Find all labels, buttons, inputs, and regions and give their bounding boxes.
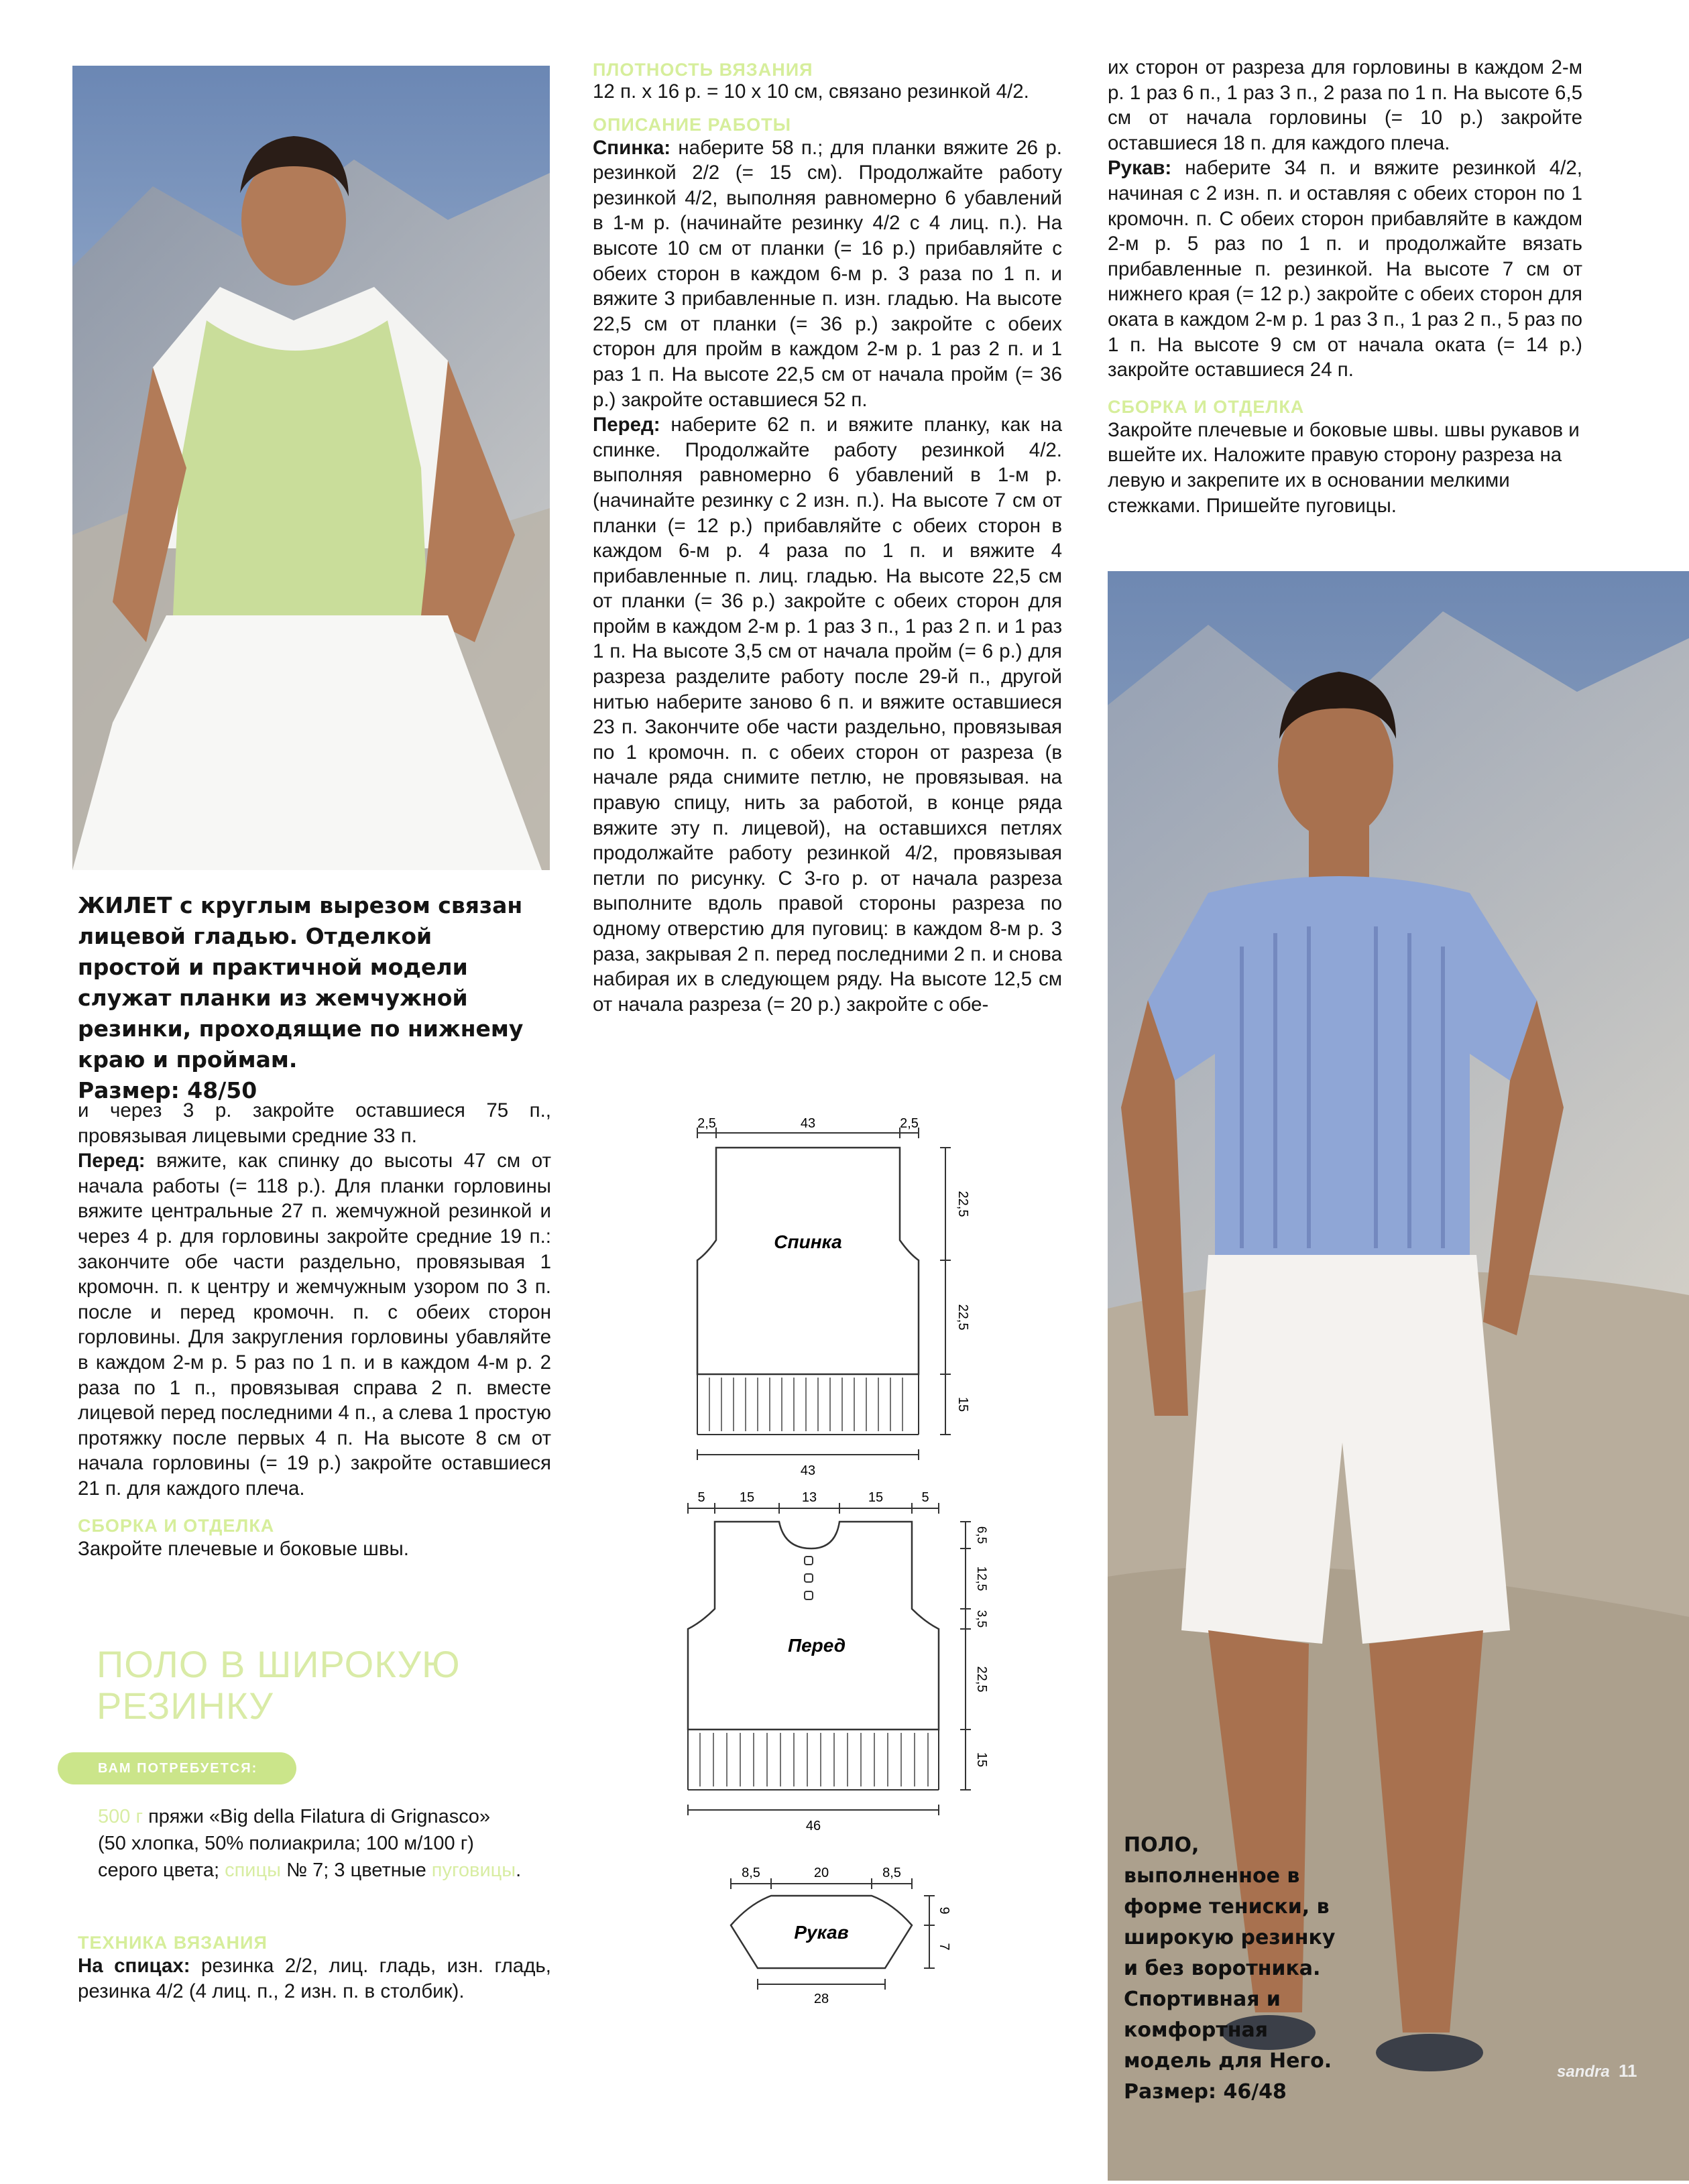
front-dim-side-5: 15 (974, 1752, 989, 1768)
polo-title-line-1: ПОЛО В ШИРОКУЮ (97, 1643, 461, 1685)
sleeve-dim-side-1: 9 (937, 1906, 951, 1915)
schema-sleeve (717, 1864, 951, 2011)
technique-text: резинка 2/2, лиц. гладь, изн. гладь, резинка 4/2 (4 лиц. п., 2 изн. п. в столбик). (78, 1955, 551, 2002)
back-dim-side-2: 22,5 (955, 1304, 970, 1331)
materials-color: серого цвета; (98, 1860, 225, 1881)
materials-end: . (516, 1860, 522, 1881)
materials-pill-label: ВАМ ПОТРЕБУЕТСЯ: (98, 1760, 258, 1776)
materials-pill (58, 1752, 296, 1784)
back-label-text: Спинка (774, 1231, 842, 1252)
col1-front-label: Перед: (78, 1150, 145, 1172)
front-dim-top-5: 5 (921, 1490, 929, 1505)
materials-line-3 (98, 1857, 567, 1884)
sleeve-dim-bottom: 28 (813, 1992, 829, 2006)
front-label-text: Перед (787, 1635, 846, 1656)
col3-assembly-text: Закройте плечевые и боковые швы. швы рукавов и вшейте их. Наложите правую сторону разреза на левую и закрепите их в основании мелкими стежками. Пришейте пуговицы. (1108, 418, 1580, 517)
sleeve-dim-top-3: 8,5 (882, 1866, 901, 1880)
back-dim-top-left: 2,5 (697, 1116, 716, 1131)
technique-paragraph (78, 1953, 551, 2004)
materials-yarn: пряжи «Big della Filatura di Grignasco» (143, 1806, 491, 1827)
footer-brand: sandra (1557, 2063, 1610, 2081)
vest-size: Размер: 48/50 (78, 1077, 257, 1103)
schema-back (677, 1116, 999, 1481)
technique-block (78, 1928, 551, 2004)
front-dim-top-2: 15 (739, 1490, 755, 1505)
front-dim-top-4: 15 (868, 1490, 884, 1505)
back-dim-top-right: 2,5 (900, 1116, 919, 1131)
front-dim-side-4: 22,5 (974, 1666, 989, 1693)
vest-photo-illustration (72, 66, 550, 870)
description-heading: ОПИСАНИЕ РАБОТЫ (593, 114, 792, 135)
footer-page-number: 11 (1618, 2061, 1637, 2081)
column-2-text (593, 55, 1062, 1017)
back-dim-bottom: 43 (800, 1463, 816, 1478)
materials-needles: спицы (225, 1860, 281, 1881)
sleeve-text: наберите 34 п. и вяжите резинкой 4/2, начиная с 2 изн. п. и оставляя с обеих сторон по 1 кромочн. п. С обеих сторон прибавляйте в каждом 2-м р. 5 раз по 1 п. и продолжайте вязать прибавленные п. резинкой. На высоте 7 см от нижнего края (= 12 р.) закройте с обеих сторон для оката в каждом 2-м р. 1 раз 3 п., 1 раз 2 п., 5 раз по 1 п. На высоте 9 см от начала оката (= 14 р.) закройте оставшиеся 24 п. (1108, 157, 1582, 381)
col1-assembly-heading: СБОРКА И ОТДЕЛКА (78, 1515, 275, 1536)
page-footer (1557, 2061, 1637, 2081)
materials-needle-size: № 7; 3 цветные (280, 1860, 432, 1881)
density-text: 12 п. х 16 р. = 10 х 10 см, связано резинкой 4/2. (593, 80, 1029, 103)
col1-front-paragraph (78, 1148, 551, 1501)
materials-line-1 (98, 1803, 567, 1830)
col3-assembly-heading: СБОРКА И ОТДЕЛКА (1108, 396, 1305, 417)
back-text: наберите 58 п.; для планки вяжите 26 р. резинкой 2/2 (= 15 см). Продолжайте работу резинкой 4/2, выполняя равномерно 6 убавлений в 1-м р. (начинайте резинку 4/2 с 4 лиц. п.). На высоте 10 см от планки (= 16 р.) прибавляйте с обеих сторон в каждом 6-м р. 3 раза по 1 п. и вяжите 3 прибавленные п. изн. гладью. На высоте 22,5 см от планки (= 36 р.) закройте с обеих сторон для пройм в каждом 2-м р. 1 раз 2 п. и 1 раз 1 п. На высоте 22,5 см от начала пройм (= 36 р.) закройте оставшиеся 52 п. (593, 136, 1062, 411)
sleeve-label-text: Рукав (794, 1922, 849, 1943)
front-dim-side-3: 3,5 (974, 1610, 988, 1628)
front-dim-top-3: 13 (801, 1490, 817, 1505)
density-heading: ПЛОТНОСТЬ ВЯЗАНИЯ (593, 60, 813, 80)
technique-label: На спицах: (78, 1955, 190, 1977)
col1-paragraph-1: и через 3 р. закройте оставшиеся 75 п., провязывая лицевыми средние 33 п. (78, 1099, 551, 1147)
materials-qty: 500 г (98, 1806, 143, 1827)
sleeve-dim-top-1: 8,5 (742, 1866, 760, 1880)
column-1-text (78, 1098, 551, 1561)
front-dim-bottom: 46 (805, 1819, 821, 1833)
back-label: Спинка: (593, 136, 671, 159)
polo-title-line-2: РЕЗИНКУ (97, 1685, 274, 1727)
column-3-text (1108, 55, 1582, 518)
polo-caption (1124, 1830, 1338, 2108)
back-dim-side-1: 22,5 (955, 1191, 970, 1217)
front-dim-side-2: 12,5 (974, 1566, 988, 1591)
materials-line-2: (50 хлопка, 50% полиакрила; 100 м/100 г) (98, 1833, 474, 1854)
technique-heading: ТЕХНИКА ВЯЗАНИЯ (78, 1933, 268, 1953)
materials-text (98, 1803, 567, 1884)
sleeve-paragraph (1108, 156, 1582, 382)
vest-caption-text: ЖИЛЕТ с круглым вырезом связан лицевой гладью. Отделкой простой и практичной модели служат планки из жемчужной резинки, проходящие по нижнему краю и проймам. (78, 892, 524, 1073)
polo-caption-text: ПОЛО, выполненное в форме тениски, в широкую резинку и без воротника. Спортивная и комфортная модель для Него. (1124, 1833, 1336, 2073)
sleeve-dim-top-2: 20 (813, 1866, 829, 1880)
front-paragraph (593, 412, 1062, 1017)
back-dim-top-mid: 43 (800, 1116, 816, 1131)
polo-title (97, 1644, 461, 1727)
back-dim-side-3: 15 (955, 1396, 970, 1412)
sleeve-dim-side-2: 7 (937, 1943, 951, 1951)
col3-paragraph-1: их сторон от разреза для горловины в каждом 2-м р. 1 раз 6 п., 1 раз 3 п., 2 раза по 1 п. На высоте 6,5 см от начала горловины (= 10 р.) закройте оставшиеся 18 п. для каждого плеча. (1108, 56, 1582, 154)
back-paragraph (593, 135, 1062, 413)
polo-size: Размер: 46/48 (1124, 2080, 1287, 2104)
front-label: Перед: (593, 414, 660, 436)
front-dim-side-1: 6,5 (974, 1526, 988, 1544)
front-dim-top-1: 5 (697, 1490, 705, 1505)
vest-caption (78, 890, 534, 1106)
front-text: наберите 62 п. и вяжите планку, как на спинке. Продолжайте работу резинкой 4/2. выполняя равномерно 6 убавлений в 1-м р. (начинайте резинку с 2 изн. п.). На высоте 7 см от планки (= 12 р.) прибавляйте с обеих сторон в каждом 6-м р. 4 раза по 1 п. и вяжите 4 прибавленные п. лиц. гладью. На высоте 22,5 см от планки (= 36 р.) закройте с обеих сторон для пройм в каждом 2-м р. 1 раз 3 п., 1 раз 2 п. и 1 раз 1 п. На высоте 3,5 см от начала пройм (= 6 р.) для разреза разделите работу после 29-й п., другой нитью наберите заново 6 п. и вяжите оставшиеся 23 п. Закончите обе части раздельно, провязывая по 1 кромочн. п. с обеих сторон от разреза (в начале ряда снимите петлю, не провязывая. на правую спицу, нить за работой, в конце ряда вяжите эту п. лицевой), на оставшихся петлях продолжайте работу резинкой 4/2, провязывая петли по рисунку. С 3-го р. от начала разреза выполните вдоль правой стороны разреза по одному отверстию для пуговиц: в каждом 8-м р. 3 раза, закрывая 2 п. перед последними 2 п. и снова набирая их в следующем ряду. На высоте 12,5 см от начала разреза (= 20 р.) закройте с обе- (593, 414, 1062, 1016)
col1-front-text: вяжите, как спинку до высоты 47 см от начала работы (= 118 р.). Для планки горловины вяжите центральные 27 п. жемчужной резинкой и через 4 р. для горловины закройте средние 19 п.: закончите обе части раздельно, провязывая 1 кромочн. п. к центру и жемчужным узором по 3 п. после и перед кромочн. п. с обеих сторон горловины. Для закругления горловины убавляйте в каждом 2-м р. 5 раз по 1 п. и в каждом 4-м р. 2 раза по 1 п., провязывая справа 2 п. вместе лицевой перед последними 4 п., а слева 1 простую протяжку после первых 4 п. На высоте 8 см от начала горловины (= 19 р.) закройте оставшиеся 21 п. для каждого плеча. (78, 1150, 551, 1500)
sleeve-label: Рукав: (1108, 157, 1172, 180)
col1-assembly-text: Закройте плечевые и боковые швы. (78, 1537, 409, 1560)
vest-photo (72, 66, 550, 870)
materials-buttons: пуговицы (431, 1860, 516, 1881)
schema-front (677, 1481, 999, 1857)
